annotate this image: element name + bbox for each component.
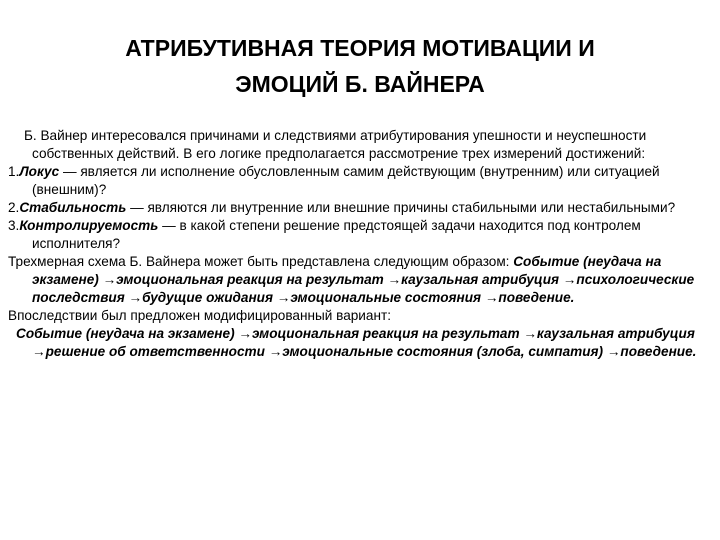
scheme-text: Событие (неудача на экзамене) →эмоциональная реакция на результат →каузальная атрибуция →психологические последствия →будущие ожидания →эмоциональные состояния →поведение.: [32, 254, 695, 305]
item-number: 3.: [8, 218, 20, 233]
scheme-paragraph: [8, 253, 708, 307]
intro-text: Б. Вайнер интересовался причинами и следствиями атрибутирования упешности и неуспешности собственных действий. В его логике предполагается рассмотрение трех измерений достижений:: [24, 128, 647, 161]
item-term: Локус: [19, 164, 60, 179]
list-item-controllability: [8, 217, 708, 253]
title-line-1: АТРИБУТИВНАЯ ТЕОРИЯ МОТИВАЦИИ И: [125, 35, 595, 61]
item-text: — являются ли внутренние или внешние причины стабильными или нестабильными?: [126, 200, 676, 215]
modified-intro: Впоследствии был предложен модифицированный вариант:: [8, 308, 391, 323]
list-item-locus: [8, 163, 708, 199]
item-term: Стабильность: [19, 200, 127, 215]
slide-body: [8, 127, 708, 361]
item-text: — в какой степени решение предстоящей задачи находится под контролем исполнителя?: [32, 218, 641, 251]
item-number: 1.: [8, 164, 20, 179]
item-number: 2.: [8, 200, 20, 215]
item-term: Контролируемость: [19, 218, 159, 233]
item-text: — является ли исполнение обусловленным самим действующим (внутренним) или ситуацией (внешним)?: [32, 164, 660, 197]
modified-scheme-paragraph: [8, 325, 708, 361]
modified-text: Событие (неудача на экзамене) →эмоциональная реакция на результат →каузальная атрибуция →решение об ответственности →эмоциональные состояния (злоба, симпатия) →поведение.: [16, 326, 697, 359]
intro-paragraph: [8, 127, 708, 163]
modified-intro-paragraph: [8, 307, 708, 325]
title-line-2: ЭМОЦИЙ Б. ВАЙНЕРА: [235, 71, 485, 97]
list-item-stability: [8, 199, 708, 217]
slide-title: [40, 30, 680, 102]
scheme-intro: Трехмерная схема Б. Вайнера может быть представлена следующим образом:: [8, 254, 514, 269]
